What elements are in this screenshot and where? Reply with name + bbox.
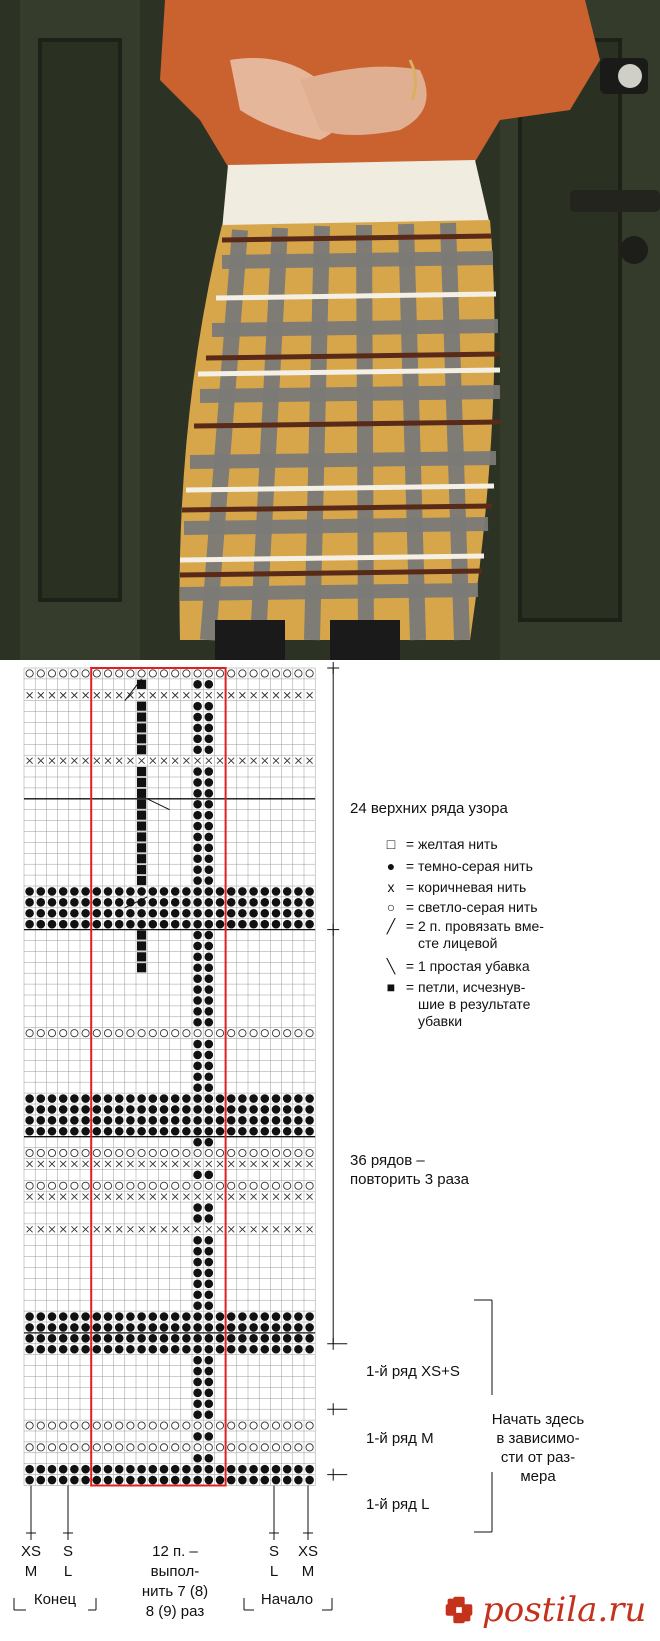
legend-row — [380, 899, 538, 916]
size-right-2-bottom: M — [301, 1563, 315, 1580]
row-brackets — [327, 662, 492, 1532]
end-label: Конец — [33, 1591, 77, 1608]
size-left-1-top: XS — [20, 1543, 41, 1560]
grid-lines — [24, 668, 315, 1486]
legend-row — [380, 958, 530, 975]
legend-row — [380, 836, 498, 853]
label-row1-xs-s: 1-й ряд XS+S — [366, 1363, 460, 1380]
legend-symbol: ○ — [386, 899, 396, 915]
legend-symbol: ■ — [386, 979, 396, 995]
legend-equals: = — [405, 836, 415, 852]
size-left-2-bottom: L — [63, 1563, 73, 1580]
legend-symbol: x — [387, 879, 395, 895]
size-left-2-top: S — [62, 1543, 73, 1560]
legend-equals: = — [405, 858, 415, 874]
legend-row — [380, 918, 544, 952]
label-repeat-rows: 36 рядов – повторить 3 раза — [350, 1152, 469, 1188]
legend-text: 1 простая убавка — [418, 958, 530, 974]
skirt-photo — [0, 0, 660, 660]
legend-text: светло-серая нить — [418, 899, 538, 915]
legend-equals: = — [405, 899, 415, 915]
legend-equals: = — [405, 958, 415, 974]
legend-symbol: ● — [386, 858, 396, 874]
legend-symbol: □ — [386, 836, 396, 852]
legend-equals: = — [405, 879, 415, 895]
pattern-grid — [0, 660, 660, 1641]
label-row1-m: 1-й ряд M — [366, 1430, 434, 1447]
size-right-1-top: S — [268, 1543, 279, 1560]
legend-text: желтая нить — [418, 836, 498, 852]
label-top-rows: 24 верхних ряда узора — [350, 800, 508, 817]
legend-symbol: ╱ — [386, 918, 396, 934]
repeat-note: 12 п. – выпол- нить 7 (8) 8 (9) раз — [141, 1543, 209, 1620]
legend-text: петли, исчезнув- шие в результате убавки — [418, 979, 531, 1029]
legend-equals: = — [405, 979, 415, 995]
legend-text: темно-серая нить — [418, 858, 533, 874]
size-right-1-bottom: L — [269, 1563, 279, 1580]
legend-row — [380, 979, 530, 1030]
postila-watermark — [440, 1590, 646, 1630]
legend-text: коричневая нить — [418, 879, 527, 895]
legend-text: 2 п. провязать вме- сте лицевой — [418, 918, 544, 951]
legend-symbol: ╲ — [386, 958, 396, 974]
label-row1-l: 1-й ряд L — [366, 1496, 430, 1513]
label-start-note: Начать здесь в зависимо- сти от раз- мера — [491, 1411, 585, 1485]
knitting-chart — [0, 660, 660, 1641]
size-right-2-top: XS — [297, 1543, 318, 1560]
size-left-1-bottom: M — [24, 1563, 38, 1580]
watermark-text: postila.ru — [482, 1590, 647, 1630]
postila-logo-icon — [440, 1591, 478, 1629]
legend-equals: = — [405, 918, 415, 934]
legend-row — [380, 858, 533, 875]
start-label: Начало — [260, 1591, 314, 1608]
legend-row — [380, 879, 526, 896]
